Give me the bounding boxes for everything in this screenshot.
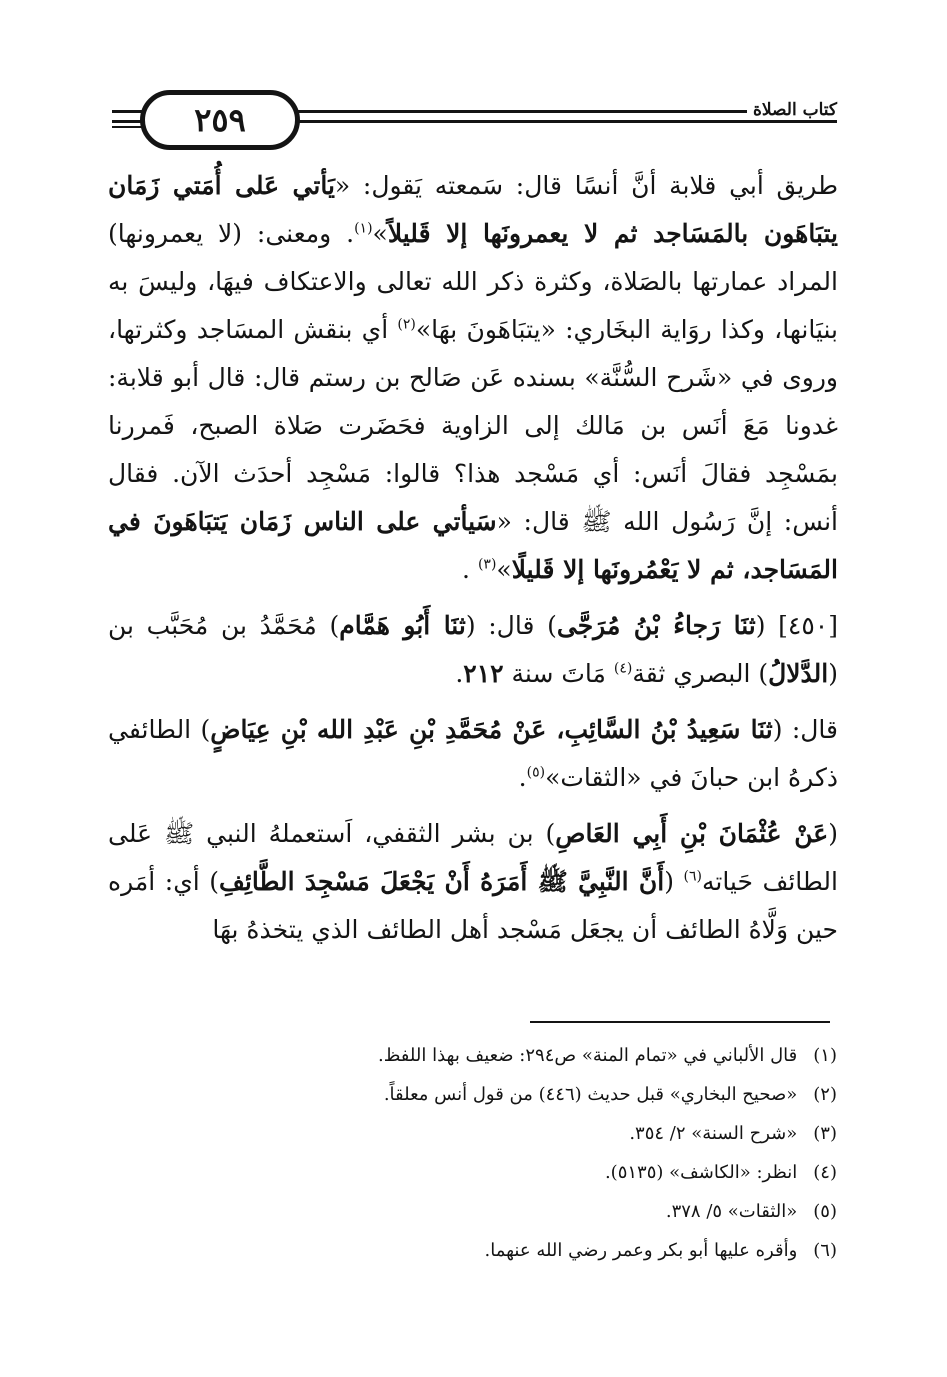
paragraph-3 [108,706,838,802]
text-run: ) بن بشر الثقفي، اَستعملهُ النبي ﷺ عَلى الطائف حَياته [108,819,838,896]
text-run: أي بنقش المسَاجد وكثرتها، وروى في «شَرح السُّنَّة» بسنده عَن صَالح بن رستم قال: قال أبو قلابة: غدونا مَعَ أنَس بن مَالك إلى الزاوية فحَضَرت صَلاة الصبح، فَمررنا بمَسْجِد فقالَ أنَس: أي مَسْجد هذا؟ قالوا: مَسْجِد أحدَث الآن. فقال أنس: إنَّ رَسُول الله ﷺ قال: « [108,315,838,536]
text-run: ( [828,819,838,848]
text-run: [٤٥٠] ( [755,611,838,640]
footnote-5 [117,1192,837,1231]
text-run: ( [664,867,684,896]
page-number: ٢٥٩ [140,90,300,150]
footnote-4 [117,1153,837,1192]
text-run: ) أي: أمَره حين وَلَّاهُ الطائف أن يجعَل مَسْجد أهل الطائف الذي يتخذهُ بهَا [108,867,838,944]
main-text [108,162,838,954]
narrator-name: عَنْ عُثْمَانَ بْنِ أَبِي العَاصِ [555,819,829,848]
narrator-name: ثنَا أَبُو هَمَّام [339,611,466,640]
death-year: ٢١٢ [463,659,504,688]
paragraph-2 [108,602,838,698]
text-run: ) الطائفي ذكرهُ ابن حبانَ في «الثقات» [108,715,838,792]
footnote-ref-1[interactable]: (١) [354,220,373,237]
text-run: » [372,219,388,248]
narrator-name: ثنَا رَجاءُ بْنُ مُرَجَّى [556,611,756,640]
footnote-ref-3[interactable]: (٣) [477,556,497,573]
footnote-divider [530,1021,830,1023]
text-run: . ومعنى: (لا يعمرونها) المراد عمارتها بالصَلاة، وكثرة ذكر الله تعالى والاعتكاف فيهَا، وليسَ به بنيَانها، وكذا روَاية البخَاري: «يتبَاهَونَ بهَا» [108,219,838,344]
text-run: . [518,763,527,792]
hadith-quote: يَأتي عَلى أُمَتي زَمَان يتبَاهَون بالمَسَاجد ثم لا يعمرونَها إلا قَليلاً [108,171,838,248]
text-run: قال: ( [772,715,838,744]
hadith-quote: أَنَّ النَّبِيَّ ﷺ أَمَرَهُ أَنْ يَجْعَلَ مَسْجِدَ الطَّائِفِ [219,867,665,896]
page-header [112,86,837,156]
hadith-quote: سَيأتي على الناس زَمَان يَتبَاهَونَ في المَسَاجد، ثم لا يَعْمُرونَها إلا قَليلًا [108,507,838,584]
paragraph-4 [108,810,838,954]
footnote-ref-5[interactable]: (٥) [526,764,546,781]
footnote-ref-6[interactable]: (٦) [683,868,702,885]
text-run: ) قال: ( [465,611,557,640]
text-run: » [496,555,512,584]
footnote-number: (٢) [813,1084,837,1105]
book-title: كتاب الصلاة [747,100,837,120]
footnotes [117,1036,837,1270]
footnote-3 [117,1114,837,1153]
paragraph-1 [108,162,838,594]
footnote-2 [117,1075,837,1114]
footnote-text: وأقره عليها أبو بكر وعمر رضي الله عنهما. [484,1240,798,1261]
footnote-1 [117,1036,837,1075]
footnote-text: «صحيح البخاري» قبل حديث (٤٤٦) من قول أنس معلقاً. [383,1084,798,1105]
text-run: . [462,555,478,584]
footnote-ref-4[interactable]: (٤) [613,660,633,677]
footnote-ref-2[interactable]: (٢) [397,316,416,333]
footnote-text: انظر: «الكاشف» (٥١٣٥). [604,1162,798,1183]
footnote-number: (٥) [813,1201,837,1222]
text-run: ) البصري ثقة [632,659,769,688]
text-run: طريق أبي قلابة أنَّ أنسًا قال: سَمعته يَقول: « [334,171,838,200]
narrator-name: الدَّلالُ [768,659,829,688]
text-run: ) مُحَمَّدُ بن مُحَبَّب بن ( [108,611,838,688]
narrator-name: ثنَا سَعِيدُ بْنُ السَّائِبِ، عَنْ مُحَمَّدِ بْنِ عَبْدِ الله بْنِ عِيَاضٍ [210,715,773,744]
footnote-6 [117,1231,837,1270]
footnote-number: (٦) [813,1240,837,1261]
footnote-number: (٣) [813,1123,837,1144]
footnote-text: «الثقات» ٥/ ٣٧٨. [665,1201,798,1222]
text-run: مَاتَ سنة [503,659,614,688]
footnote-text: قال الألباني في «تمام المنة» ص٢٩٤: ضعيف بهذا اللفظ. [378,1045,798,1066]
footnote-number: (١) [813,1045,837,1066]
footnote-text: «شرح السنة» ٢/ ٣٥٤. [629,1123,798,1144]
footnote-number: (٤) [813,1162,837,1183]
text-run: . [455,659,464,688]
